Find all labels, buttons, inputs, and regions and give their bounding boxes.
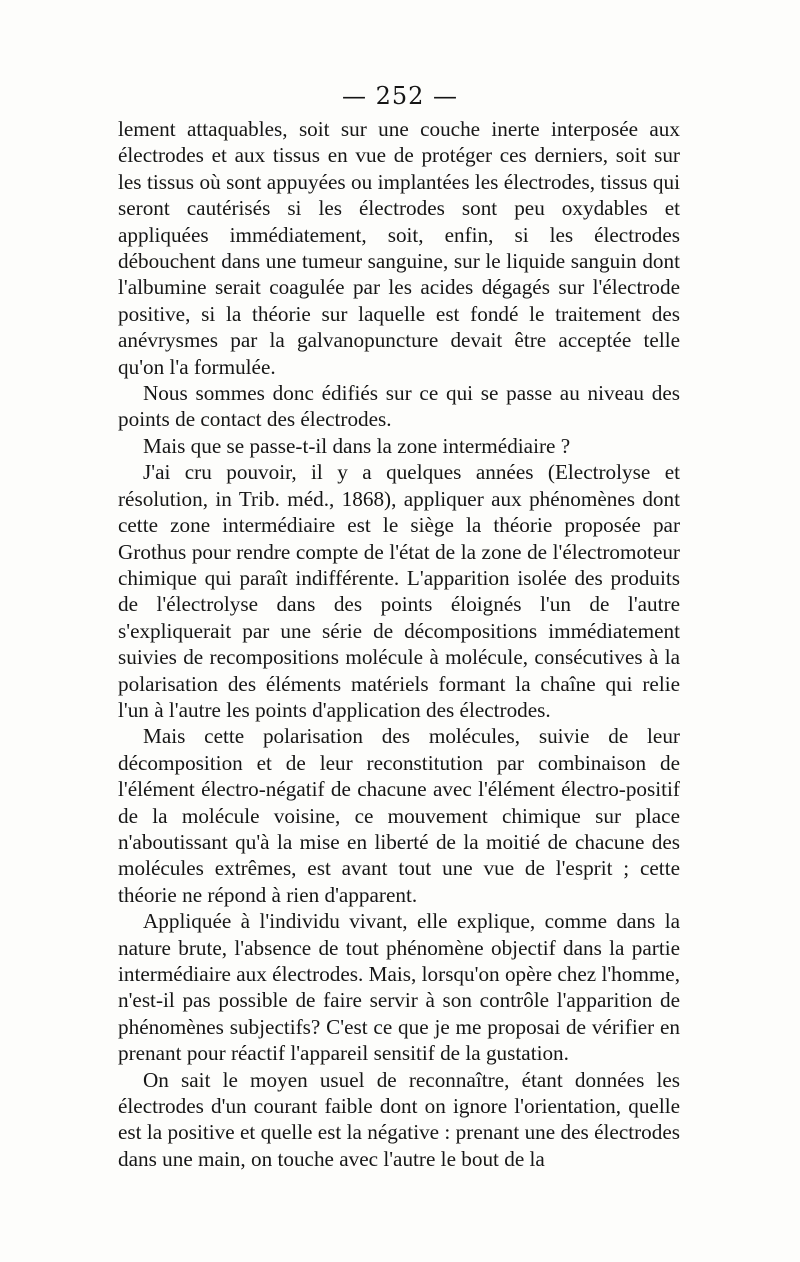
page-number: — 252 —	[341, 82, 459, 110]
paragraph-7: On sait le moyen usuel de reconnaître, étant données les électrodes d'un courant faible dont on ignore l'orientation, quelle est la positive et quelle est la négative : prenant une des électrodes dans une main, on touche avec l'autre le bout de la	[118, 1067, 680, 1171]
paragraph-5: Mais cette polarisation des molécules, suivie de leur décomposition et de leur reconstitution par combinaison de l'élément électro-négatif de chacune avec l'élément électro-positif de la molécule voisine, ce mouvement chimique sur place n'aboutissant qu'à la mise en liberté de la moitié de chacune des molécules extrêmes, est avant tout une vue de l'esprit ; cette théorie ne répond à rien d'apparent.	[118, 724, 680, 907]
paragraph-3: Mais que se passe-t-il dans la zone intermédiaire ?	[143, 433, 571, 458]
paragraph-1: lement attaquables, soit sur une couche inerte interposée aux électrodes et aux tissus en vue de protéger ces derniers, soit sur les tissus où sont appuyées ou implantées les électrodes, tissus qui seront cautérisés si les électrodes sont peu oxydables et appliquées immédiatement, soit, enfin, si les électrodes débouchent dans une tumeur sanguine, sur le liquide sanguin dont l'albumine serait coagulée par les acides dégagés sur l'électrode positive, si la théorie sur laquelle est fondé le traitement des anévrysmes par la galvanopuncture devait être acceptée telle qu'on l'a formulée.	[118, 117, 680, 379]
paragraph-4: J'ai cru pouvoir, il y a quelques années (Electrolyse et résolution, in Trib. méd., 1868), appliquer aux phénomènes dont cette zone intermédiaire est le siège la théorie proposée par Grothus pour rendre compte de l'état de la zone de l'électromoteur chimique qui paraît indifférente. L'apparition isolée des produits de l'électrolyse dans des points éloignés l'un de l'autre s'expliquerait par une série de décompositions immédiatement suivies de recompositions molécule à molécule, consécutives à la polarisation des éléments matériels formant la chaîne qui relie l'un à l'autre les points d'application des électrodes.	[118, 460, 680, 722]
paragraph-6: Appliquée à l'individu vivant, elle explique, comme dans la nature brute, l'absence de tout phénomène objectif dans la partie intermédiaire aux électrodes. Mais, lorsqu'on opère chez l'homme, n'est-il pas possible de faire servir à son contrôle l'apparition de phénomènes subjectifs? C'est ce que je me proposai de vérifier en prenant pour réactif l'appareil sensitif de la gustation.	[118, 909, 680, 1066]
paragraph-2: Nous sommes donc édifiés sur ce qui se passe au niveau des points de contact des électrodes.	[118, 381, 680, 432]
body-text	[118, 116, 680, 1172]
